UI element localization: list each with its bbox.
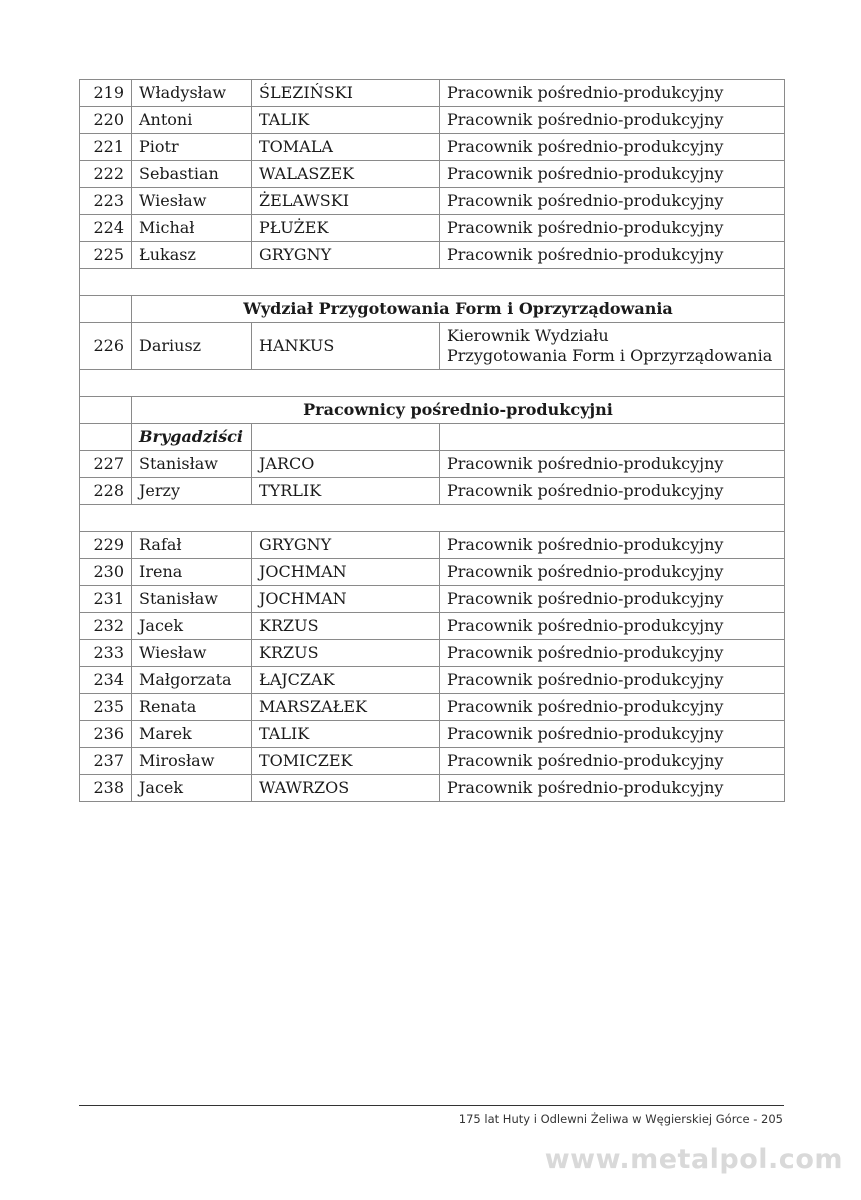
section-heading: Wydział Przygotowania Form i Oprzyrządowania (132, 296, 785, 323)
position: Pracownik pośrednio-produkcyjny (440, 107, 785, 134)
last-name: TYRLIK (252, 478, 440, 505)
table-row (80, 107, 785, 134)
last-name: JARCO (252, 451, 440, 478)
row-number: 219 (80, 80, 132, 107)
last-name: HANKUS (252, 323, 440, 370)
position: Pracownik pośrednio-produkcyjny (440, 586, 785, 613)
row-number: 236 (80, 721, 132, 748)
last-name: ŚLEZIŃSKI (252, 80, 440, 107)
row-number: 224 (80, 215, 132, 242)
last-name: ŻELAWSKI (252, 188, 440, 215)
employee-table-body (80, 80, 785, 802)
last-name: PŁUŻEK (252, 215, 440, 242)
blank-cell (80, 505, 785, 532)
row-number: 230 (80, 559, 132, 586)
table-row (80, 451, 785, 478)
first-name: Łukasz (132, 242, 252, 269)
position (440, 323, 785, 370)
position: Pracownik pośrednio-produkcyjny (440, 532, 785, 559)
last-name: KRZUS (252, 640, 440, 667)
first-name: Piotr (132, 134, 252, 161)
position: Pracownik pośrednio-produkcyjny (440, 748, 785, 775)
last-name: JOCHMAN (252, 586, 440, 613)
position: Pracownik pośrednio-produkcyjny (440, 667, 785, 694)
last-name: GRYGNY (252, 242, 440, 269)
first-name: Irena (132, 559, 252, 586)
row-number: 232 (80, 613, 132, 640)
position: Pracownik pośrednio-produkcyjny (440, 188, 785, 215)
section-heading-row (80, 296, 785, 323)
position: Pracownik pośrednio-produkcyjny (440, 694, 785, 721)
first-name: Małgorzata (132, 667, 252, 694)
position: Pracownik pośrednio-produkcyjny (440, 161, 785, 188)
first-name: Stanisław (132, 586, 252, 613)
last-name: JOCHMAN (252, 559, 440, 586)
table-row (80, 215, 785, 242)
row-number: 222 (80, 161, 132, 188)
row-number: 234 (80, 667, 132, 694)
last-name: GRYGNY (252, 532, 440, 559)
employee-table (79, 79, 785, 802)
position: Pracownik pośrednio-produkcyjny (440, 721, 785, 748)
row-number: 220 (80, 107, 132, 134)
first-name: Stanisław (132, 451, 252, 478)
subsection-label: Brygadziści (132, 424, 252, 451)
row-number: 235 (80, 694, 132, 721)
table-row (80, 80, 785, 107)
table-row (80, 323, 785, 370)
first-name: Antoni (132, 107, 252, 134)
empty-cell (80, 397, 132, 424)
first-name: Mirosław (132, 748, 252, 775)
last-name: TALIK (252, 107, 440, 134)
row-number: 227 (80, 451, 132, 478)
table-row (80, 721, 785, 748)
row-number: 237 (80, 748, 132, 775)
subsection-row (80, 424, 785, 451)
first-name: Sebastian (132, 161, 252, 188)
row-number: 228 (80, 478, 132, 505)
row-number: 221 (80, 134, 132, 161)
last-name: TALIK (252, 721, 440, 748)
last-name: KRZUS (252, 613, 440, 640)
section-heading: Pracownicy pośrednio-produkcyjni (132, 397, 785, 424)
blank-cell (80, 370, 785, 397)
footer-divider (79, 1105, 784, 1106)
position: Pracownik pośrednio-produkcyjny (440, 559, 785, 586)
position: Pracownik pośrednio-produkcyjny (440, 242, 785, 269)
table-row (80, 559, 785, 586)
first-name: Rafał (132, 532, 252, 559)
position-line: Przygotowania Form i Oprzyrządowania (447, 346, 773, 365)
table-row (80, 775, 785, 802)
row-number: 233 (80, 640, 132, 667)
position: Pracownik pośrednio-produkcyjny (440, 215, 785, 242)
position: Pracownik pośrednio-produkcyjny (440, 775, 785, 802)
table-row (80, 242, 785, 269)
empty-cell (440, 424, 785, 451)
first-name: Michał (132, 215, 252, 242)
table-row (80, 640, 785, 667)
blank-row (80, 370, 785, 397)
blank-row (80, 269, 785, 296)
section-heading-row (80, 397, 785, 424)
table-row (80, 694, 785, 721)
position-line: Kierownik Wydziału (447, 326, 609, 345)
position: Pracownik pośrednio-produkcyjny (440, 640, 785, 667)
table-row (80, 532, 785, 559)
last-name: WAWRZOS (252, 775, 440, 802)
row-number: 225 (80, 242, 132, 269)
table-row (80, 748, 785, 775)
first-name: Marek (132, 721, 252, 748)
row-number: 229 (80, 532, 132, 559)
row-number: 223 (80, 188, 132, 215)
first-name: Władysław (132, 80, 252, 107)
position: Pracownik pośrednio-produkcyjny (440, 451, 785, 478)
blank-row (80, 505, 785, 532)
last-name: TOMICZEK (252, 748, 440, 775)
first-name: Wiesław (132, 188, 252, 215)
first-name: Wiesław (132, 640, 252, 667)
table-row (80, 188, 785, 215)
table-row (80, 667, 785, 694)
table-row (80, 613, 785, 640)
empty-cell (80, 424, 132, 451)
first-name: Renata (132, 694, 252, 721)
empty-cell (80, 296, 132, 323)
blank-cell (80, 269, 785, 296)
position: Pracownik pośrednio-produkcyjny (440, 134, 785, 161)
empty-cell (252, 424, 440, 451)
page-footer: 175 lat Huty i Odlewni Żeliwa w Węgierskiej Górce - 205 (458, 1112, 783, 1126)
first-name: Dariusz (132, 323, 252, 370)
row-number: 238 (80, 775, 132, 802)
last-name: WALASZEK (252, 161, 440, 188)
last-name: TOMALA (252, 134, 440, 161)
position: Pracownik pośrednio-produkcyjny (440, 80, 785, 107)
last-name: MARSZAŁEK (252, 694, 440, 721)
position: Pracownik pośrednio-produkcyjny (440, 478, 785, 505)
table-row (80, 134, 785, 161)
first-name: Jacek (132, 613, 252, 640)
table-row (80, 478, 785, 505)
last-name: ŁAJCZAK (252, 667, 440, 694)
table-row (80, 161, 785, 188)
table-row (80, 586, 785, 613)
position: Pracownik pośrednio-produkcyjny (440, 613, 785, 640)
first-name: Jerzy (132, 478, 252, 505)
row-number: 231 (80, 586, 132, 613)
watermark: www.metalpol.com (544, 1144, 843, 1175)
first-name: Jacek (132, 775, 252, 802)
row-number: 226 (80, 323, 132, 370)
